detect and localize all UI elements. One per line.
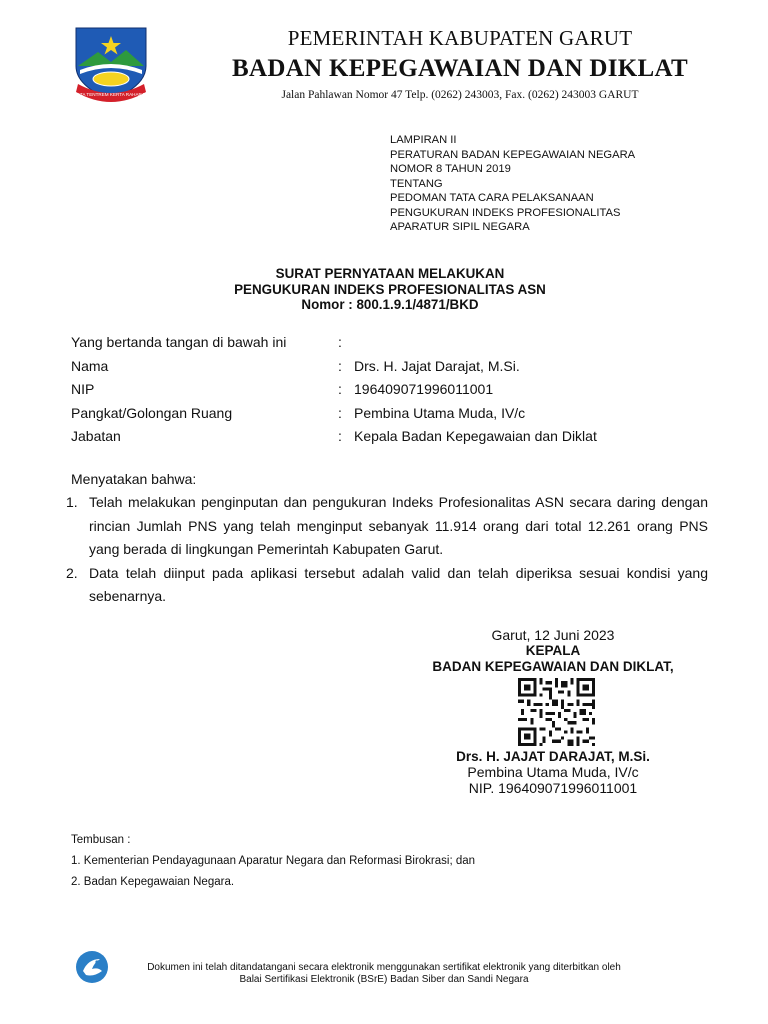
- tembusan-heading: Tembusan :: [71, 834, 131, 846]
- identity-colon: :: [338, 381, 342, 397]
- lampiran-line: PEDOMAN TATA CARA PELAKSANAAN: [390, 192, 594, 204]
- lampiran-line: APARATUR SIPIL NEGARA: [390, 221, 530, 233]
- point-number: 1.: [66, 494, 78, 510]
- identity-label: Jabatan: [71, 428, 121, 444]
- document-title: [0, 266, 768, 313]
- identity-colon: :: [338, 404, 342, 421]
- statement-point: [66, 491, 708, 562]
- statement-point: [66, 562, 708, 609]
- identity-label: NIP: [71, 381, 95, 397]
- identity-label: Nama: [71, 357, 109, 374]
- lampiran-line: TENTANG: [390, 177, 443, 190]
- letterhead-address: Jalan Pahlawan Nomor 47 Telp. (0262) 243003, Fax. (0262) 243003 GARUT: [281, 89, 639, 101]
- e-signature-notice: [110, 962, 658, 985]
- lampiran-line: PENGUKURAN INDEKS PROFESIONALITAS: [390, 206, 621, 219]
- identity-value: Drs. H. Jajat Darajat, M.Si.: [354, 357, 520, 374]
- document-number: Nomor : 800.1.9.1/4871/BKD: [301, 297, 479, 312]
- lampiran-line: LAMPIRAN II: [390, 134, 457, 146]
- identity-colon: :: [338, 334, 342, 350]
- lampiran-line: NOMOR 8 TAHUN 2019: [390, 163, 511, 175]
- tembusan-item: 1. Kementerian Pendayagunaan Aparatur Negara dan Reformasi Birokrasi; dan: [71, 855, 476, 867]
- title-line-1: SURAT PERNYATAAN MELAKUKAN: [275, 266, 505, 281]
- statement-points: [66, 491, 708, 609]
- footer-line-2: Balai Sertifikasi Elektronik (BSrE) Badan Siber dan Sandi Negara: [239, 973, 529, 985]
- point-text: Data telah diinput pada aplikasi tersebut adalah valid dan telah diperiksa sesuai kondisi yang sebenarnya.: [89, 564, 708, 604]
- footer-line-1: Dokumen ini telah ditandatangani secara elektronik menggunakan sertifikat elektronik yang diterbitkan oleh: [147, 962, 621, 973]
- title-line-2: PENGUKURAN INDEKS PROFESIONALITAS ASN: [234, 281, 546, 297]
- signature-title-2: BADAN KEPEGAWAIAN DAN DIKLAT,: [432, 659, 674, 674]
- point-number: 2.: [66, 564, 78, 581]
- letterhead-agency: BADAN KEPEGAWAIAN DAN DIKLAT: [232, 55, 688, 82]
- identity-label: Pangkat/Golongan Ruang: [71, 404, 233, 421]
- signer-name: Drs. H. JAJAT DARAJAT, M.Si.: [456, 749, 650, 764]
- signature-title-1: KEPALA: [525, 643, 581, 658]
- qr-code-icon: [518, 678, 595, 746]
- lampiran-line: PERATURAN BADAN KEPEGAWAIAN NEGARA: [390, 148, 636, 161]
- signature-place-date: Garut, 12 Juni 2023: [491, 627, 615, 643]
- signer-rank: Pembina Utama Muda, IV/c: [467, 764, 639, 780]
- identity-value: Pembina Utama Muda, IV/c: [354, 404, 526, 421]
- signer-nip: NIP. 196409071996011001: [468, 780, 638, 796]
- identity-value: 196409071996011001: [354, 381, 494, 397]
- identity-label: Yang bertanda tangan di bawah ini: [71, 334, 287, 350]
- point-text: Telah melakukan penginputan dan pengukuran Indeks Profesionalitas ASN secara daring dengan rincian Jumlah PNS yang telah menginput sebanyak 11.914 orang dari total 12.261 orang PNS yang berada di lingkungan Pemerintah Kabupaten Garut.: [89, 494, 708, 557]
- identity-value: Kepala Badan Kepegawaian dan Diklat: [354, 428, 597, 444]
- garut-regency-logo: [68, 22, 154, 108]
- tembusan-block: [71, 830, 475, 893]
- identity-colon: :: [338, 357, 342, 374]
- letterhead-government: PEMERINTAH KABUPATEN GARUT: [287, 26, 633, 50]
- bsre-logo-icon: [74, 949, 110, 985]
- lampiran-block: [390, 133, 635, 235]
- logo-motto-text: TATA TENTREM KERTA RAHARJA: [74, 92, 148, 97]
- identity-colon: :: [338, 428, 342, 444]
- statement-intro: Menyatakan bahwa:: [71, 471, 197, 487]
- tembusan-item: 2. Badan Kepegawaian Negara.: [71, 876, 235, 888]
